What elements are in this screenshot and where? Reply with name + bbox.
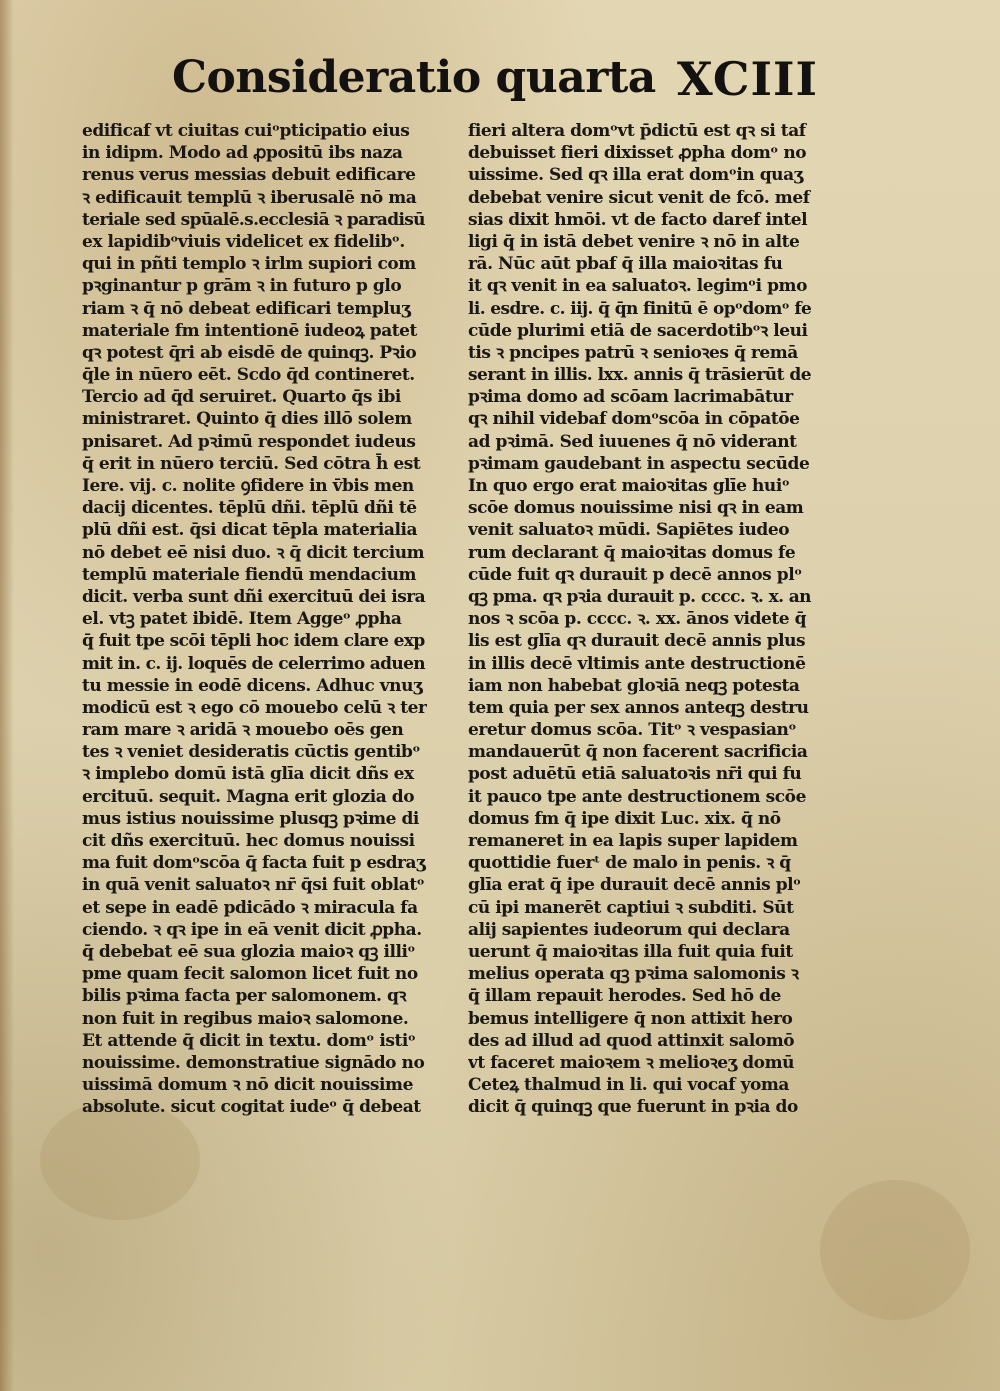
text-line: uissime. Sed qꝛ illa erat domᵒin quaʒ [468, 165, 803, 186]
text-line: cū ipi manerēt captiui ꝛ subditi. Sūt [468, 897, 794, 918]
text-line: tu messie in eodē dicens. Adhuc vnuʒ [82, 675, 423, 696]
text-line: ma fuit domᵒscōa q̄ facta fuit p esdraʒ [82, 853, 426, 874]
running-title: Consideratio quarta [172, 52, 656, 103]
text-line: rum declarant q̄ maioꝛitas domus fe [468, 542, 796, 563]
text-line: tis ꝛ pncipes patrū ꝛ senioꝛes q̄ remā [468, 342, 798, 363]
text-line: et sepe in eadē pdicādo ꝛ miracula fa [82, 897, 418, 918]
text-line: absolute. sicut cogitat iudeᵒ q̄ debeat [82, 1097, 421, 1118]
text-line: modicū est ꝛ ego cō mouebo celū ꝛ ter [82, 697, 427, 718]
text-line: ad pꝛimā. Sed iuuenes q̄ nō viderant [468, 431, 797, 452]
folio-number: XCIII [676, 52, 818, 106]
text-line: fieri altera domᵒvt p̄dictū est qꝛ si taf [468, 121, 806, 141]
page-header [0, 52, 1000, 112]
text-line: bemus intelligere q̄ non attixit hero [468, 1008, 793, 1029]
text-line: ꝛ edificauit templū ꝛ iberusalē nō ma [82, 187, 417, 208]
text-line: pꝛima domo ad scōam lacrimabātur [468, 387, 793, 408]
text-line: pꝛginantur p grām ꝛ in futuro p glo [82, 276, 402, 297]
text-line: ram mare ꝛ aridā ꝛ mouebo oēs gen [82, 720, 404, 741]
text-line: q̄ illam repauit herodes. Sed hō de [468, 986, 781, 1007]
text-line: Ceteꝝ thalmud in li. qui vocaf yoma [468, 1075, 789, 1096]
text-line: renus verus messias debuit edificare [82, 165, 416, 186]
text-line: templū materiale fiendū mendacium [82, 564, 417, 585]
text-line: in quā venit saluatoꝛ nr̄ q̄si fuit oblatᵒ [82, 875, 425, 896]
text-line: Iere. vij. c. nolite ꝯfidere in v̄bis men [82, 476, 414, 496]
text-line: tes ꝛ veniet desideratis cūctis gentibᵒ [82, 742, 420, 763]
text-line: glīa erat q̄ ipe durauit decē annis plᵒ [468, 875, 801, 896]
text-line: edificaf vt ciuitas cuiᵒpticipatio eius [82, 121, 410, 141]
text-line: qꝛ potest q̄ri ab eisdē de quinqꝫ. Pꝛio [82, 342, 417, 363]
text-line: iam non habebat gloꝛiā neqꝫ potesta [468, 675, 800, 696]
text-line: In quo ergo erat maioꝛitas glīe huiᵒ [468, 476, 790, 496]
text-line: post aduētū etiā saluatoꝛis nr̄i qui fu [468, 764, 802, 785]
text-line: ꝛ implebo domū istā glīa dicit dñs ex [82, 764, 414, 785]
page-edge-shadow [0, 0, 14, 1391]
paper-stain [820, 1180, 970, 1320]
text-line: riam ꝛ q̄ nō debeat edificari templuʒ [82, 298, 411, 319]
text-line: Tercio ad q̄d seruiret. Quarto q̄s ibi [82, 387, 401, 408]
text-line: cit dñs exercituū. hec domus nouissi [82, 831, 415, 851]
text-line: pnisaret. Ad pꝛimū respondet iudeus [82, 431, 416, 452]
text-line: mandauerūt q̄ non facerent sacrificia [468, 742, 808, 763]
text-line: dicit q̄ quinqꝫ que fuerunt in pꝛia do [468, 1097, 798, 1118]
text-line: tem quia per sex annos anteqꝫ destru [468, 697, 809, 718]
text-line: melius operata qꝫ pꝛima salomonis ꝛ [468, 964, 799, 985]
text-line: remaneret in ea lapis super lapidem [468, 831, 798, 851]
text-line: non fuit in regibus maioꝛ salomone. [82, 1008, 409, 1029]
text-line: vt faceret maioꝛem ꝛ melioꝛeʒ domū [468, 1052, 795, 1073]
text-line: ciendo. ꝛ qꝛ ipe in eā venit dicit ꝓpha. [82, 919, 422, 940]
text-line: scōe domus nouissime nisi qꝛ in eam [468, 498, 804, 519]
text-line: pꝛimam gaudebant in aspectu secūde [468, 453, 810, 474]
text-line: pme quam fecit salomon licet fuit no [82, 964, 418, 985]
text-line: uerunt q̄ maioꝛitas illa fuit quia fuit [468, 941, 793, 962]
text-line: eretur domus scōa. Titᵒ ꝛ vespasianᵒ [468, 720, 796, 741]
text-line: it qꝛ venit in ea saluatoꝛ. legimᵒi pmo [468, 276, 807, 297]
text-line: it pauco tpe ante destructionem scōe [468, 786, 806, 807]
text-line: serant in illis. lxx. annis q̄ trāsierūt de [468, 365, 812, 386]
text-line: plū dñi est. q̄si dicat tēpla materialia [82, 520, 418, 541]
text-line: ministraret. Quinto q̄ dies illō solem [82, 409, 412, 430]
text-line: qꝫ pma. qꝛ pꝛia durauit p. cccc. ꝛ. x. an [468, 586, 811, 607]
text-line: rā. Nūc aūt pbaf q̄ illa maioꝛitas fu [468, 254, 783, 275]
right-text-column [468, 120, 813, 1118]
text-line: ligi q̄ in istā debet venire ꝛ nō in alte [468, 231, 800, 252]
text-line: q̄ erit in nūero terciū. Sed cōtra h̄ est [82, 453, 421, 474]
text-line: qꝛ nihil videbaf domᵒscōa in cōpatōe [468, 409, 800, 430]
text-line: q̄ debebat eē sua glozia maioꝛ qꝫ illiᵒ [82, 941, 415, 962]
text-line: q̄ fuit tpe scōi tēpli hoc idem clare exp [82, 631, 425, 652]
text-line: li. esdre. c. iij. q̄ q̄n finitū ē opᵒdomᵒ fe [468, 298, 812, 319]
text-line: in illis decē vltimis ante destructionē [468, 653, 806, 674]
text-line: debebat venire sicut venit de fcō. mef [468, 187, 810, 208]
text-line: bilis pꝛima facta per salomonem. qꝛ [82, 986, 407, 1007]
text-line: nouissime. demonstratiue signādo no [82, 1052, 425, 1073]
left-text-column [82, 120, 427, 1118]
text-line: quottidie fuerᵗ de malo in penis. ꝛ q̄ [468, 853, 791, 874]
text-line: nos ꝛ scōa p. cccc. ꝛ. xx. ānos videte q̄ [468, 609, 807, 630]
text-line: dacij dicentes. tēplū dñi. tēplū dñi tē [82, 498, 417, 519]
text-line: qui in pñti templo ꝛ irlm supiori com [82, 254, 416, 275]
text-line: cūde fuit qꝛ durauit p decē annos plᵒ [468, 564, 802, 585]
text-line: dicit. verba sunt dñi exercituū dei isra [82, 586, 426, 607]
text-line: cūde plurimi etiā de sacerdotibᵒꝛ leui [468, 320, 808, 341]
text-line: debuisset fieri dixisset ꝓpha domᵒ no [468, 143, 807, 164]
text-line: q̄le in nūero eēt. Scdo q̄d contineret. [82, 365, 415, 386]
text-line: lis est glīa qꝛ durauit decē annis plus [468, 631, 806, 652]
text-line: des ad illud ad quod attinxit salomō [468, 1030, 795, 1051]
text-line: nō debet eē nisi duo. ꝛ q̄ dicit tercium [82, 542, 425, 563]
text-line: mit in. c. ij. loquēs de celerrimo aduen [82, 653, 425, 674]
text-line: in idipm. Modo ad ꝓpositū ibs naza [82, 143, 403, 164]
text-line: teriale sed spūalē.s.ecclesiā ꝛ paradisū [82, 209, 425, 230]
text-line: uissimā domum ꝛ nō dicit nouissime [82, 1075, 413, 1096]
text-line: Et attende q̄ dicit in textu. domᵒ istiᵒ [82, 1030, 416, 1051]
text-line: alij sapientes iudeorum qui declara [468, 919, 790, 940]
text-line: sias dixit hmōi. vt de facto daref intel [468, 209, 808, 230]
text-line: el. vtꝫ patet ibidē. Item Aggeᵒ ꝓpha [82, 609, 402, 630]
text-line: materiale fm intentionē iudeoꝝ patet [82, 320, 417, 341]
text-line: domus fm q̄ ipe dixit Luc. xix. q̄ nō [468, 808, 781, 829]
text-line: mus istius nouissime plusqꝫ pꝛime di [82, 808, 419, 829]
text-line: ex lapidibᵒviuis videlicet ex fidelibᵒ. [82, 231, 405, 252]
text-line: ercituū. sequit. Magna erit glozia do [82, 786, 415, 807]
text-line: venit saluatoꝛ mūdi. Sapiētes iudeo [468, 520, 790, 541]
